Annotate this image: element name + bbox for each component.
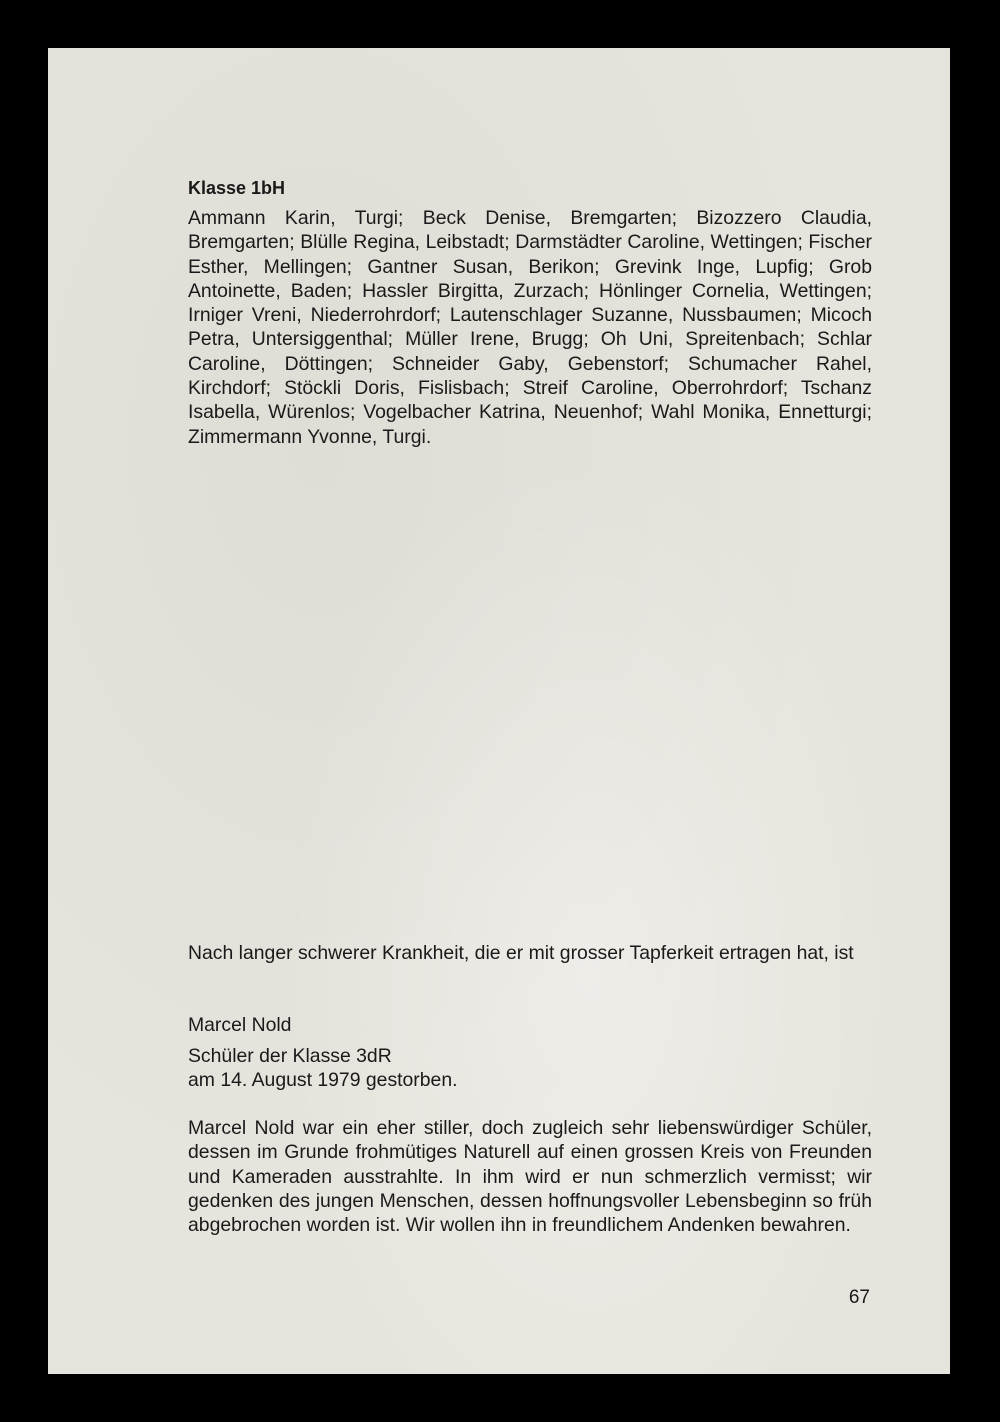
page-number: 67: [848, 1287, 870, 1308]
document-page: [48, 48, 950, 1374]
obituary-class: Schüler der Klasse 3dR: [188, 1045, 392, 1067]
obituary-date: am 14. August 1979 gestorben.: [188, 1069, 458, 1091]
obituary-name: Marcel Nold: [188, 1014, 292, 1036]
obituary-intro: Nach langer schwerer Krankheit, die er mit grosser Tapferkeit ertragen hat, ist: [188, 942, 854, 964]
class-names-paragraph: Ammann Karin, Turgi; Beck Denise, Bremgarten; Bizozzero Claudia, Bremgarten; Blülle Regina, Leibstadt; Darmstädter Caroline, Wettingen; Fischer Esther, Mellingen; Gantner Susan, Berikon; Grevink Inge, Lupfig; Grob Antoinette, Baden; Hassler Birgitta, Zurzach; Hönlinger Cornelia, Wettingen; Irniger Vreni, Niederrohrdorf; Lautenschlager Suzanne, Nussbaumen; Micoch Petra, Untersiggenthal; Müller Irene, Brugg; Oh Uni, Spreitenbach; Schlar Caroline, Döttingen; Schneider Gaby, Gebenstorf; Schumacher Rahel, Kirchdorf; Stöckli Doris, Fislisbach; Streif Caroline, Oberrohrdorf; Tschanz Isabella, Würenlos; Vogelbacher Katrina, Neuenhof; Wahl Monika, Ennetturgi; Zimmermann Yvonne, Turgi.: [188, 207, 872, 448]
obituary-tribute: Marcel Nold war ein eher stiller, doch zugleich sehr liebenswürdiger Schüler, dessen im Grunde frohmütiges Naturell auf einen grossen Kreis von Freunden und Kameraden ausstrahlte. In ihm wird er nun schmerzlich vermisst; wir gedenken des jungen Menschen, dessen hoffnungsvoller Lebensbeginn so früh abgebrochen worden ist. Wir wollen ihn in freundlichem Andenken bewahren.: [188, 1117, 872, 1237]
class-heading: Klasse 1bH: [188, 178, 286, 198]
